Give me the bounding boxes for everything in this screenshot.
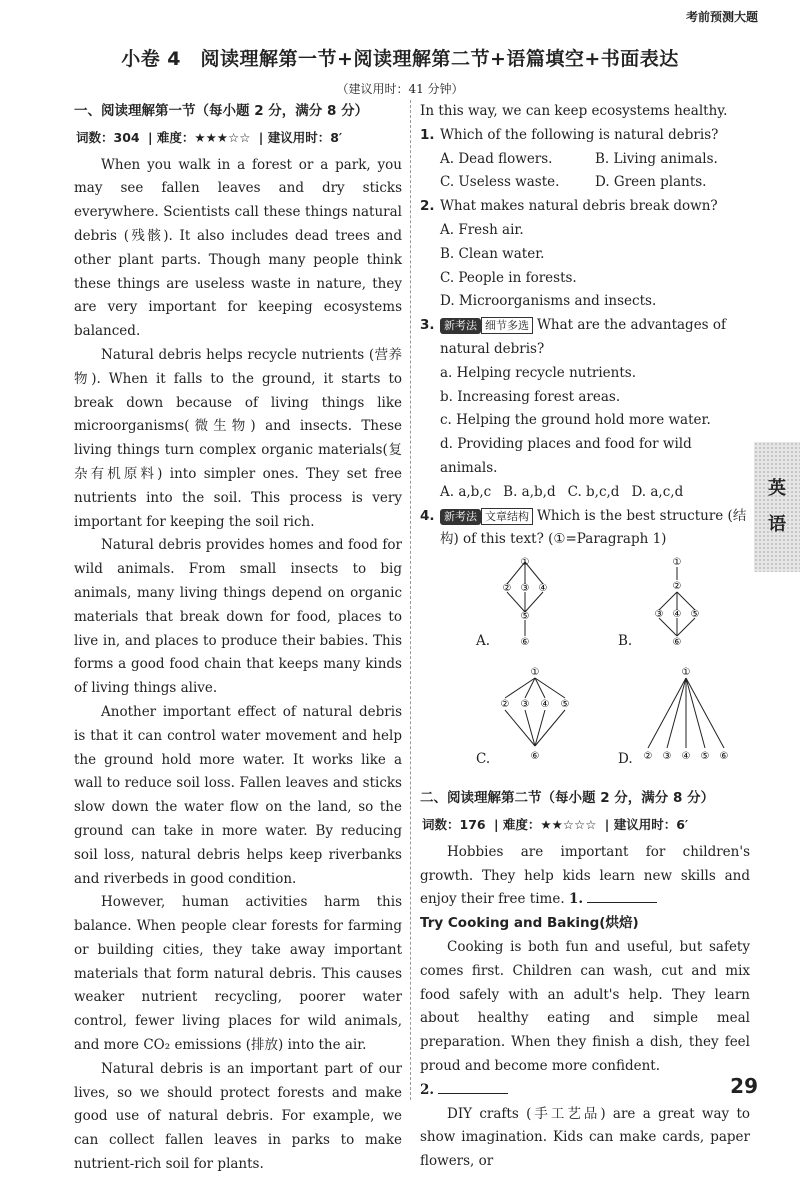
paragraph-4: Another important effect of natural debris is that it can control water movement and help the ground hold more water. It works like a wall to reduce soil loss. Fallen leaves and sticks slow down the water flow on the land, so the ground can take in more water. By reducing soil loss, natural debris helps keep riverbanks and riverbeds in good condition. bbox=[74, 703, 402, 887]
question-4 bbox=[420, 505, 750, 553]
option-a: A. Fresh air. bbox=[440, 221, 524, 238]
node-2: ② bbox=[502, 583, 512, 595]
question-stem: Which is the best structure (结构) of this text? (①=Paragraph 1) bbox=[440, 507, 747, 548]
question-number: 4. bbox=[420, 507, 435, 524]
node-6: ⑥ bbox=[520, 637, 530, 649]
node-3: ③ bbox=[662, 751, 672, 763]
section1-heading: 一、阅读理解第一节（每小题 2 分，满分 8 分） bbox=[74, 103, 369, 119]
paragraph-6: Natural debris is an important part of our lives, so we should protect forests and make good use of natural debris. For example, we can collect fallen leaves in parks to make nutrient-rich soil for plants. bbox=[74, 1060, 402, 1173]
suggested-time: 建议用时：6′ bbox=[613, 816, 689, 832]
word-count: 词数：176 bbox=[422, 816, 486, 832]
node-3: ③ bbox=[520, 699, 530, 711]
diagram-b bbox=[642, 552, 712, 652]
question-stem: What are the advantages of natural debris? bbox=[440, 317, 727, 357]
node-1: ① bbox=[530, 667, 540, 679]
option-b: B. a,b,d bbox=[503, 483, 556, 500]
blank-2-number: 2. bbox=[420, 1081, 435, 1098]
question-type-badge: 文章结构 bbox=[481, 508, 533, 525]
paragraph-2: Natural debris helps recycle nutrients (营养物). When it falls to the ground, it starts to break down because of living things like microorganisms(微生物) and insects. These living things turn complex organic materials(复杂有机原料) into simpler ones. They set free nutrients into the soil. This process is very important for keeping the soil rich. bbox=[74, 346, 402, 530]
option-d: D. Green plants. bbox=[595, 174, 707, 191]
node-3: ③ bbox=[520, 583, 530, 595]
new-format-badge: 新考法 bbox=[440, 509, 481, 525]
option-a: A. a,b,c bbox=[440, 483, 492, 500]
item-c: c. Helping the ground hold more water. bbox=[440, 412, 711, 429]
question-stem: What makes natural debris break down? bbox=[440, 198, 718, 215]
subject-side-tab bbox=[754, 442, 800, 572]
question-1 bbox=[420, 124, 750, 148]
question-2 bbox=[420, 195, 750, 219]
item-d: d. Providing places and food for wild animals. bbox=[440, 436, 692, 476]
difficulty: 难度：★★☆☆☆ bbox=[502, 816, 597, 832]
node-4: ④ bbox=[540, 699, 550, 711]
section2-intro: Hobbies are important for children's growth. They help kids learn new skills and enjoy their free time. 1. bbox=[420, 843, 750, 908]
question-stem: Which of the following is natural debris? bbox=[440, 126, 719, 143]
option-b: B. Living animals. bbox=[595, 150, 718, 167]
node-5: ⑤ bbox=[700, 751, 710, 763]
question-3 bbox=[420, 314, 750, 362]
page-title: 小卷 4 阅读理解第一节+阅读理解第二节+语篇填空+书面表达 bbox=[121, 48, 679, 70]
paragraph-1: When you walk in a forest or a park, you may see fallen leaves and dry sticks everywhere. Scientists call these things natural debris (残骸). It also includes dead trees and other plant parts. Though many people think these things are useless waste in nature, they are very important for keeping ecosystems balanced. bbox=[74, 156, 402, 340]
difficulty: 难度：★★★☆☆ bbox=[156, 129, 251, 145]
column-divider bbox=[410, 100, 411, 1100]
node-5: ⑤ bbox=[690, 609, 700, 621]
blank-1-number: 1. bbox=[568, 891, 584, 908]
node-2: ② bbox=[500, 699, 510, 711]
left-column bbox=[74, 100, 402, 1177]
side-tab-char-2: 语 bbox=[768, 514, 786, 535]
diagram-c-label: C. bbox=[476, 751, 491, 768]
paragraph-5: However, human activities harm this balance. When people clear forests for farming or building cities, they take away important materials that form natural debris. This causes weaker nutrient recycling, poorer water control, fewer living places for wild animals, and more CO₂ emissions (排放) into the air. bbox=[74, 894, 402, 1054]
item-b: b. Increasing forest areas. bbox=[440, 388, 621, 405]
word-count: 词数：304 bbox=[76, 129, 140, 145]
option-b: B. Clean water. bbox=[440, 245, 545, 262]
node-1: ① bbox=[681, 667, 691, 679]
node-6: ⑥ bbox=[672, 637, 682, 649]
question-type-badge: 细节多选 bbox=[481, 317, 533, 334]
diagram-a-label: A. bbox=[476, 633, 491, 650]
blank-2-line bbox=[420, 1079, 750, 1103]
option-d: D. a,c,d bbox=[631, 483, 684, 500]
node-6: ⑥ bbox=[719, 751, 729, 763]
diagram-c bbox=[490, 664, 580, 769]
diagram-d-label: D. bbox=[618, 751, 633, 768]
diagram-a bbox=[490, 552, 560, 652]
node-4: ④ bbox=[538, 583, 548, 595]
node-1: ① bbox=[520, 557, 530, 569]
diagram-d bbox=[634, 664, 734, 769]
paragraph-3: Natural debris provides homes and food for wild animals. From small insects to big animals, many living things depend on organic materials that break down for food, places to live in, and places to produce their babies. This forms a good food chain that keeps many kinds of living things alive. bbox=[74, 537, 402, 697]
section2-paragraph-2: DIY crafts (手工艺品) are a great way to show imagination. Kids can make cards, paper flowers, or bbox=[420, 1105, 750, 1170]
page-subtitle: （建议用时：41 分钟） bbox=[336, 82, 464, 96]
node-5: ⑤ bbox=[560, 699, 570, 711]
paragraph-6-continued: In this way, we can keep ecosystems healthy. bbox=[420, 103, 728, 119]
node-5: ⑤ bbox=[520, 611, 530, 623]
option-a: A. Dead flowers. bbox=[440, 150, 553, 167]
blank-1[interactable] bbox=[587, 888, 657, 903]
page-number: 29 bbox=[730, 1074, 758, 1098]
question-number: 1. bbox=[420, 126, 435, 143]
node-4: ④ bbox=[681, 751, 691, 763]
node-4: ④ bbox=[672, 609, 682, 621]
option-c: C. Useless waste. bbox=[440, 174, 560, 191]
header-tag: 考前预测大题 bbox=[685, 10, 758, 24]
option-c: C. b,c,d bbox=[567, 483, 620, 500]
node-1: ① bbox=[672, 557, 682, 569]
node-2: ② bbox=[672, 581, 682, 593]
section2-paragraph-1: Cooking is both fun and useful, but safety comes first. Children can wash, cut and mix food safely with an adult's help. They learn about healthy eating and simple meal preparation. When they finish a dish, they feel proud and become more confident. bbox=[420, 938, 750, 1074]
subheading-cooking: Try Cooking and Baking(烘焙) bbox=[420, 915, 639, 932]
node-6: ⑥ bbox=[530, 751, 540, 763]
section1-meta: 词数：304 | 难度：★★★☆☆ | 建议用时：8′ bbox=[76, 129, 343, 145]
question-number: 2. bbox=[420, 198, 435, 215]
question-number: 3. bbox=[420, 317, 435, 334]
suggested-time: 建议用时：8′ bbox=[267, 129, 343, 145]
side-tab-char-1: 英 bbox=[768, 478, 786, 499]
section2-heading: 二、阅读理解第二节（每小题 2 分，满分 8 分） bbox=[420, 790, 715, 807]
node-3: ③ bbox=[654, 609, 664, 621]
new-format-badge: 新考法 bbox=[440, 318, 481, 334]
item-a: a. Helping recycle nutrients. bbox=[440, 364, 637, 381]
blank-2[interactable] bbox=[438, 1079, 508, 1094]
right-column bbox=[420, 100, 750, 1174]
node-2: ② bbox=[643, 751, 653, 763]
diagram-b-label: B. bbox=[618, 633, 633, 650]
structure-diagrams bbox=[420, 552, 750, 787]
option-d: D. Microorganisms and insects. bbox=[440, 293, 657, 310]
section2-meta: 词数：176 | 难度：★★☆☆☆ | 建议用时：6′ bbox=[422, 816, 689, 832]
option-c: C. People in forests. bbox=[440, 269, 577, 286]
